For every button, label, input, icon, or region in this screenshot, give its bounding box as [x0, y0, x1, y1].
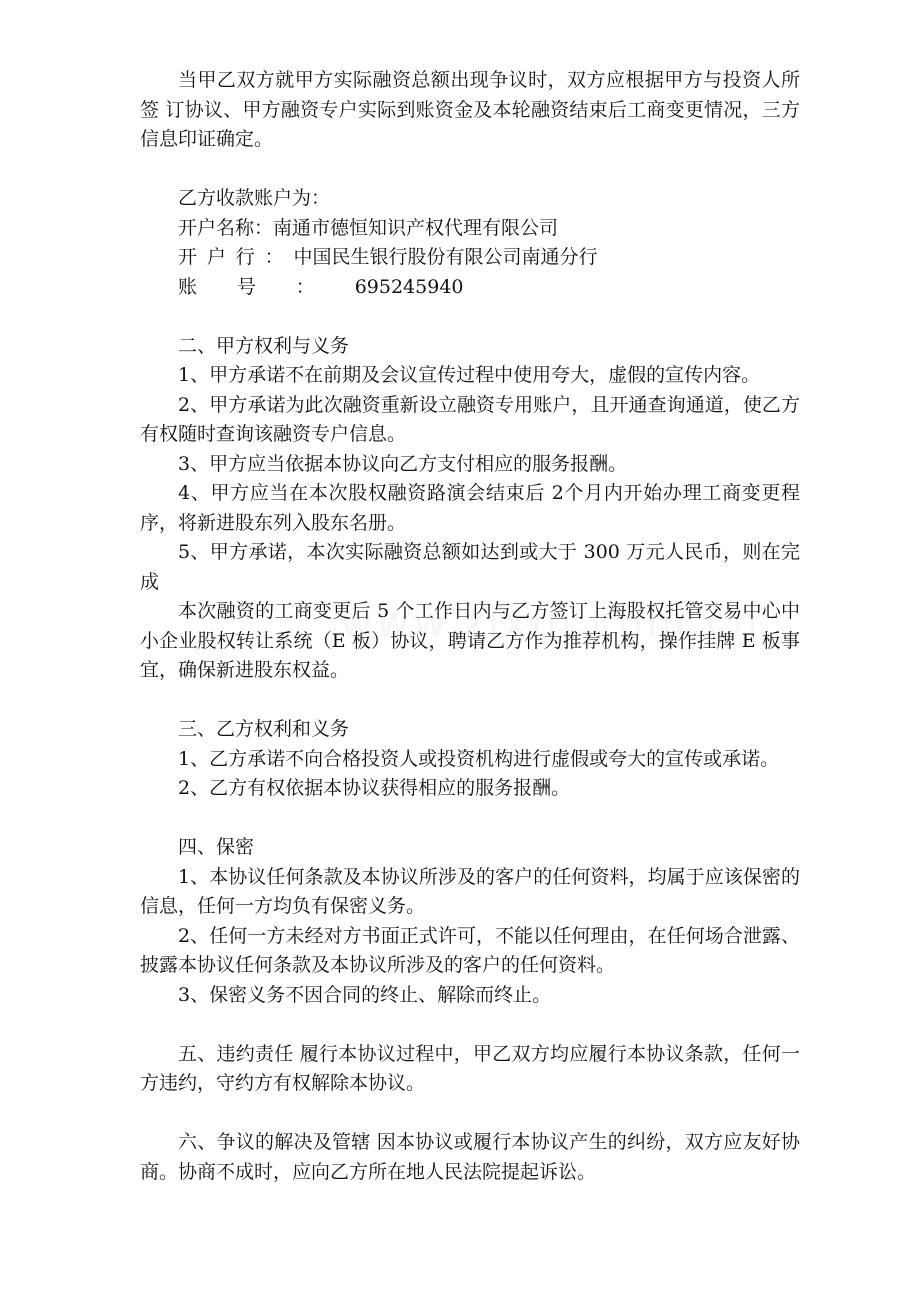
account-bank-value: 中国民生银行股份有限公司南通分行: [293, 246, 598, 268]
clause-item: 本次融资的工商变更后 5 个工作日内与乙方签订上海股权托管交易中心中小企业股权转让系统（E 板）协议，聘请乙方作为推荐机构，操作挂牌 E 板事宜，确保新进股东权益。: [140, 600, 800, 681]
spacer: [140, 155, 800, 185]
account-bank-label: 开户行：: [178, 246, 294, 268]
clause-item: 1、甲方承诺不在前期及会议宣传过程中使用夸大，虚假的宣传内容。: [178, 364, 761, 386]
spacer: [140, 1099, 800, 1129]
account-number-label: 账号：: [178, 275, 355, 298]
account-number-row: [140, 273, 800, 303]
paragraph-dispute-total: 当甲乙双方就甲方实际融资总额出现争议时，双方应根据甲方与投资人所签 订协议、甲方融资专户实际到账资金及本轮融资结束后工商变更情况，三方信息印证确定。: [140, 69, 800, 150]
clause-item: 3、保密义务不因合同的终止、解除而终止。: [178, 983, 552, 1006]
clause-item: 2、乙方有权依据本协议获得相应的服务报酬。: [178, 777, 571, 799]
clause-item: 2、任何一方未经对方书面正式许可，不能以任何理由，在任何场合泄露、披露本协议任何条款及本协议所涉及的客户的任何资料。: [140, 924, 800, 976]
account-intro: 乙方收款账户为：: [178, 187, 331, 209]
clause-item: 2、甲方承诺为此次融资重新设立融资专用账户，且开通查询通道，使乙方有权随时查询该融资专户信息。: [140, 393, 800, 445]
clause-item: 1、乙方承诺不向合格投资人或投资机构进行虚假或夸大的宣传或承诺。: [178, 747, 780, 770]
spacer: [140, 1010, 800, 1040]
account-number-value: 695245940: [354, 275, 464, 298]
document-page: [140, 66, 800, 1187]
spacer: [140, 302, 800, 332]
section-party-b-rights: [140, 715, 800, 804]
clause-item: 4、甲方应当在本次股权融资路演会结束后 2个月内开始办理工商变更程序，将新进股东列入股东名册。: [140, 482, 800, 534]
section-heading: 三、乙方权利和义务: [178, 718, 350, 740]
clause-item: 1、本协议任何条款及本协议所涉及的客户的任何资料，均属于应该保密的信息，任何一方均负有保密义务。: [140, 865, 800, 917]
account-block: [140, 184, 800, 302]
clause-item: 3、甲方应当依据本协议向乙方支付相应的服务报酬。: [178, 452, 628, 475]
section-party-a-rights: [140, 332, 800, 686]
section-heading: 二、甲方权利与义务: [178, 334, 350, 357]
account-name-label: 开户名称：: [178, 216, 274, 239]
section-heading: 四、保密: [178, 836, 255, 858]
account-name-value: 南通市德恒知识产权代理有限公司: [273, 216, 559, 239]
account-name-row: [140, 214, 800, 244]
account-bank-row: [140, 243, 800, 273]
section-confidentiality: [140, 833, 800, 1010]
spacer: [140, 804, 800, 834]
section-dispute-resolution: 六、争议的解决及管辖 因本协议或履行本协议产生的纠纷，双方应友好协商。协商不成时，应向乙方所在地人民法院提起诉讼。: [140, 1131, 800, 1183]
spacer: [140, 686, 800, 716]
clause-item: 5、甲方承诺，本次实际融资总额如达到或大于 300 万元人民币，则在完成: [140, 541, 800, 593]
section-breach-liability: 五、违约责任 履行本协议过程中，甲乙双方均应履行本协议条款，任何一方违约，守约方有权解除本协议。: [140, 1042, 800, 1094]
